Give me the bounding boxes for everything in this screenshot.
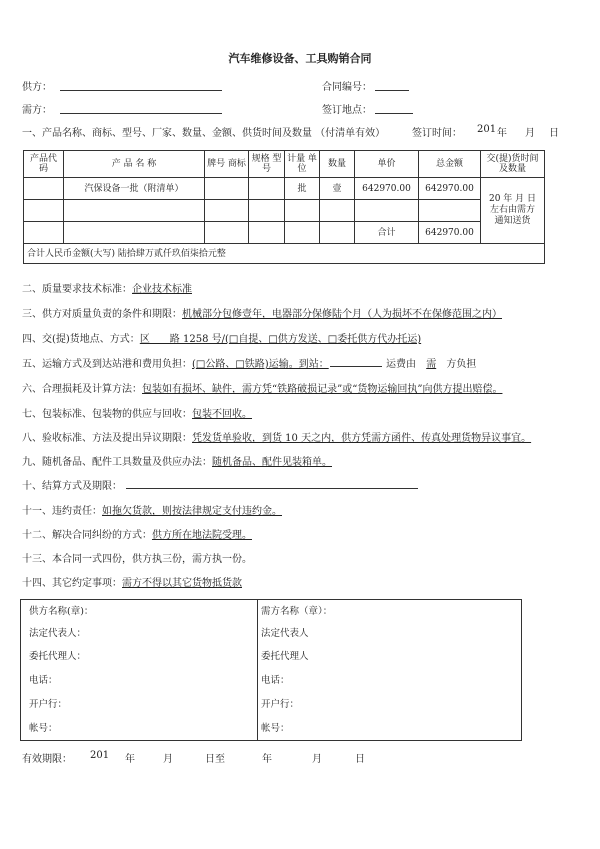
validity-month-unit2: 月 <box>312 754 322 765</box>
row1-spec <box>249 178 285 200</box>
clause-7-label: 七、包装标准、包装物的供应与回收： <box>22 409 192 420</box>
clause-12 <box>22 526 252 541</box>
header-delivery: 交(提)货时间及数量 <box>481 151 545 178</box>
blank-cell <box>419 200 481 222</box>
clause-7-value: 包装不回收。 <box>192 409 252 420</box>
clause-11-value: 如拖欠货款，则按法律规定支付违约金。 <box>102 506 282 517</box>
clause-5 <box>22 355 329 370</box>
page-title: 汽车维修设备、工具购销合同 <box>228 52 372 65</box>
sign-time-label: 签订时间： <box>412 128 462 139</box>
buyer-agent: 委托代理人 <box>261 651 309 662</box>
clause-5-tail: 方负担 <box>446 359 477 370</box>
supplier-account: 帐号： <box>29 723 58 734</box>
total-value: 642970.00 <box>419 222 481 244</box>
goods-table <box>23 150 545 264</box>
header-code: 产品代码 <box>24 151 64 178</box>
supplier-bank: 开户行： <box>29 699 68 710</box>
clause-13: 十三、本合同一式四份，供方执三份，需方执一份。 <box>22 554 252 565</box>
blank-cell <box>205 200 249 222</box>
section1-text: 一、产品名称、商标、型号、厂家、数量、金额、供货时间及数量 （付清单有效） <box>22 128 386 139</box>
clause-6-label: 六、合理损耗及计算方法： <box>22 384 142 395</box>
row1-unit: 批 <box>285 178 320 200</box>
blank-cell <box>205 222 249 244</box>
supplier-field[interactable] <box>60 90 222 91</box>
total-label: 合计 <box>355 222 419 244</box>
row1-brand <box>205 178 249 200</box>
clause-4 <box>22 330 421 345</box>
blank-cell <box>285 200 320 222</box>
blank-cell <box>355 200 419 222</box>
clause-2 <box>22 280 192 295</box>
blank-cell <box>249 222 285 244</box>
blank-cell <box>24 222 64 244</box>
clause-14-value: 需方不得以其它货物抵货款 <box>122 578 242 589</box>
validity-month-unit: 月 <box>163 754 173 765</box>
sign-time-year: 201 <box>477 124 497 135</box>
clause-10-label: 十、结算方式及期限： <box>22 481 122 492</box>
clause-8-value: 凭发货单验收，到货 10 天之内，供方凭需方函件、传真处理货物异议事宜。 <box>192 433 532 444</box>
header-unit: 计量 单位 <box>285 151 320 178</box>
buyer-bank: 开户行： <box>261 699 300 710</box>
validity-label: 有效期限： <box>22 754 72 765</box>
supplier-agent: 委托代理人： <box>29 651 87 662</box>
row1-price: 642970.00 <box>355 178 419 200</box>
amount-words: 合计人民币金额(大写) 陆拾肆万贰仟玖佰柒拾元整 <box>24 244 545 264</box>
validity-year-unit: 年 <box>125 754 135 765</box>
row1-qty: 壹 <box>320 178 355 200</box>
arrival-station-field[interactable] <box>330 366 382 367</box>
clause-12-label: 十二、解决合同纠纷的方式： <box>22 530 152 541</box>
validity-year-unit2: 年 <box>262 754 272 765</box>
buyer-label: 需方： <box>22 105 52 116</box>
blank-cell <box>320 200 355 222</box>
clause-14 <box>22 574 242 589</box>
clause-2-value: 企业技术标准 <box>132 284 192 295</box>
buyer-legal-rep: 法定代表人 <box>261 628 309 639</box>
blank-cell <box>285 222 320 244</box>
sign-time-month-unit: 月 <box>525 128 535 139</box>
clause-14-label: 十四、其它约定事项： <box>22 578 122 589</box>
clause-12-value: 供方所在地法院受理。 <box>152 530 252 541</box>
header-total: 总金额 <box>419 151 481 178</box>
header-spec: 规格 型号 <box>249 151 285 178</box>
row1-code <box>24 178 64 200</box>
blank-cell <box>64 200 205 222</box>
supplier-phone: 电话： <box>29 675 58 686</box>
header-price: 单价 <box>355 151 419 178</box>
clause-3-value: 机械部分包修壹年，电器部分保修陆个月（人为损坏不在保修范围之内） <box>182 309 502 320</box>
validity-day-to: 日至 <box>205 754 225 765</box>
buyer-account: 帐号： <box>261 723 290 734</box>
blank-cell <box>249 200 285 222</box>
supplier-name-label: 供方名称(章)： <box>29 606 94 617</box>
clause-5-value: (□公路、□铁路)运输。到站： <box>192 359 329 370</box>
supplier-legal-rep: 法定代表人： <box>29 628 87 639</box>
clause-11 <box>22 502 282 517</box>
signature-box <box>20 599 522 741</box>
clause-4-value: 区 路 1258 号/(□自提、□供方发送、□委托供方代办托运) <box>139 334 422 345</box>
clause-4-label: 四、交(提)货地点、方式： <box>22 334 140 345</box>
clause-5-party: 需 <box>426 359 437 370</box>
signature-divider <box>257 600 258 740</box>
sign-time-day-unit: 日 <box>549 128 559 139</box>
blank-cell <box>64 222 205 244</box>
header-name: 产 品 名 称 <box>64 151 205 178</box>
blank-cell <box>320 222 355 244</box>
contract-no-label: 合同编号： <box>322 82 372 93</box>
clause-9-label: 九、随机备品、配件工具数量及供应办法： <box>22 457 212 468</box>
clause-3 <box>22 305 502 320</box>
clause-2-label: 二、质量要求技术标准： <box>22 284 132 295</box>
clause-9 <box>22 453 332 468</box>
supplier-label: 供方： <box>22 82 52 93</box>
row1-total: 642970.00 <box>419 178 481 200</box>
sign-time-year-unit: 年 <box>497 128 507 139</box>
buyer-field[interactable] <box>60 113 222 114</box>
validity-year: 201 <box>90 750 110 761</box>
clause-8-label: 八、验收标准、方法及提出异议期限： <box>22 433 192 444</box>
row1-delivery: 20 年 月 日左右由需方通知送货 <box>481 178 545 244</box>
clause-9-value: 随机备品、配件见装箱单。 <box>212 457 332 468</box>
clause-7 <box>22 405 252 420</box>
clause-5-fee <box>386 355 476 370</box>
settlement-field[interactable] <box>126 488 418 489</box>
clause-11-label: 十一、违约责任： <box>22 506 102 517</box>
header-qty: 数量 <box>320 151 355 178</box>
clause-5-fee-label: 运费由 <box>386 359 416 370</box>
clause-5-label: 五、运输方式及到达站港和费用负担： <box>22 359 192 370</box>
header-brand: 牌号 商标 <box>205 151 249 178</box>
blank-cell <box>24 200 64 222</box>
contract-no-field[interactable] <box>375 90 409 91</box>
clause-6 <box>22 380 502 395</box>
row1-name: 汽保设备一批（附清单） <box>64 178 205 200</box>
buyer-phone: 电话： <box>261 675 290 686</box>
clause-3-label: 三、供方对质量负责的条件和期限： <box>22 309 182 320</box>
validity-day-unit2: 日 <box>355 754 365 765</box>
buyer-name-label: 需方名称（章）： <box>261 606 333 617</box>
clause-8 <box>22 429 531 444</box>
sign-place-label: 签订地点： <box>322 105 372 116</box>
sign-place-field[interactable] <box>375 113 413 114</box>
clause-6-value: 包装如有损坏、缺件，需方凭“铁路破损记录”或“货物运输回执”向供方提出赔偿。 <box>142 384 503 395</box>
